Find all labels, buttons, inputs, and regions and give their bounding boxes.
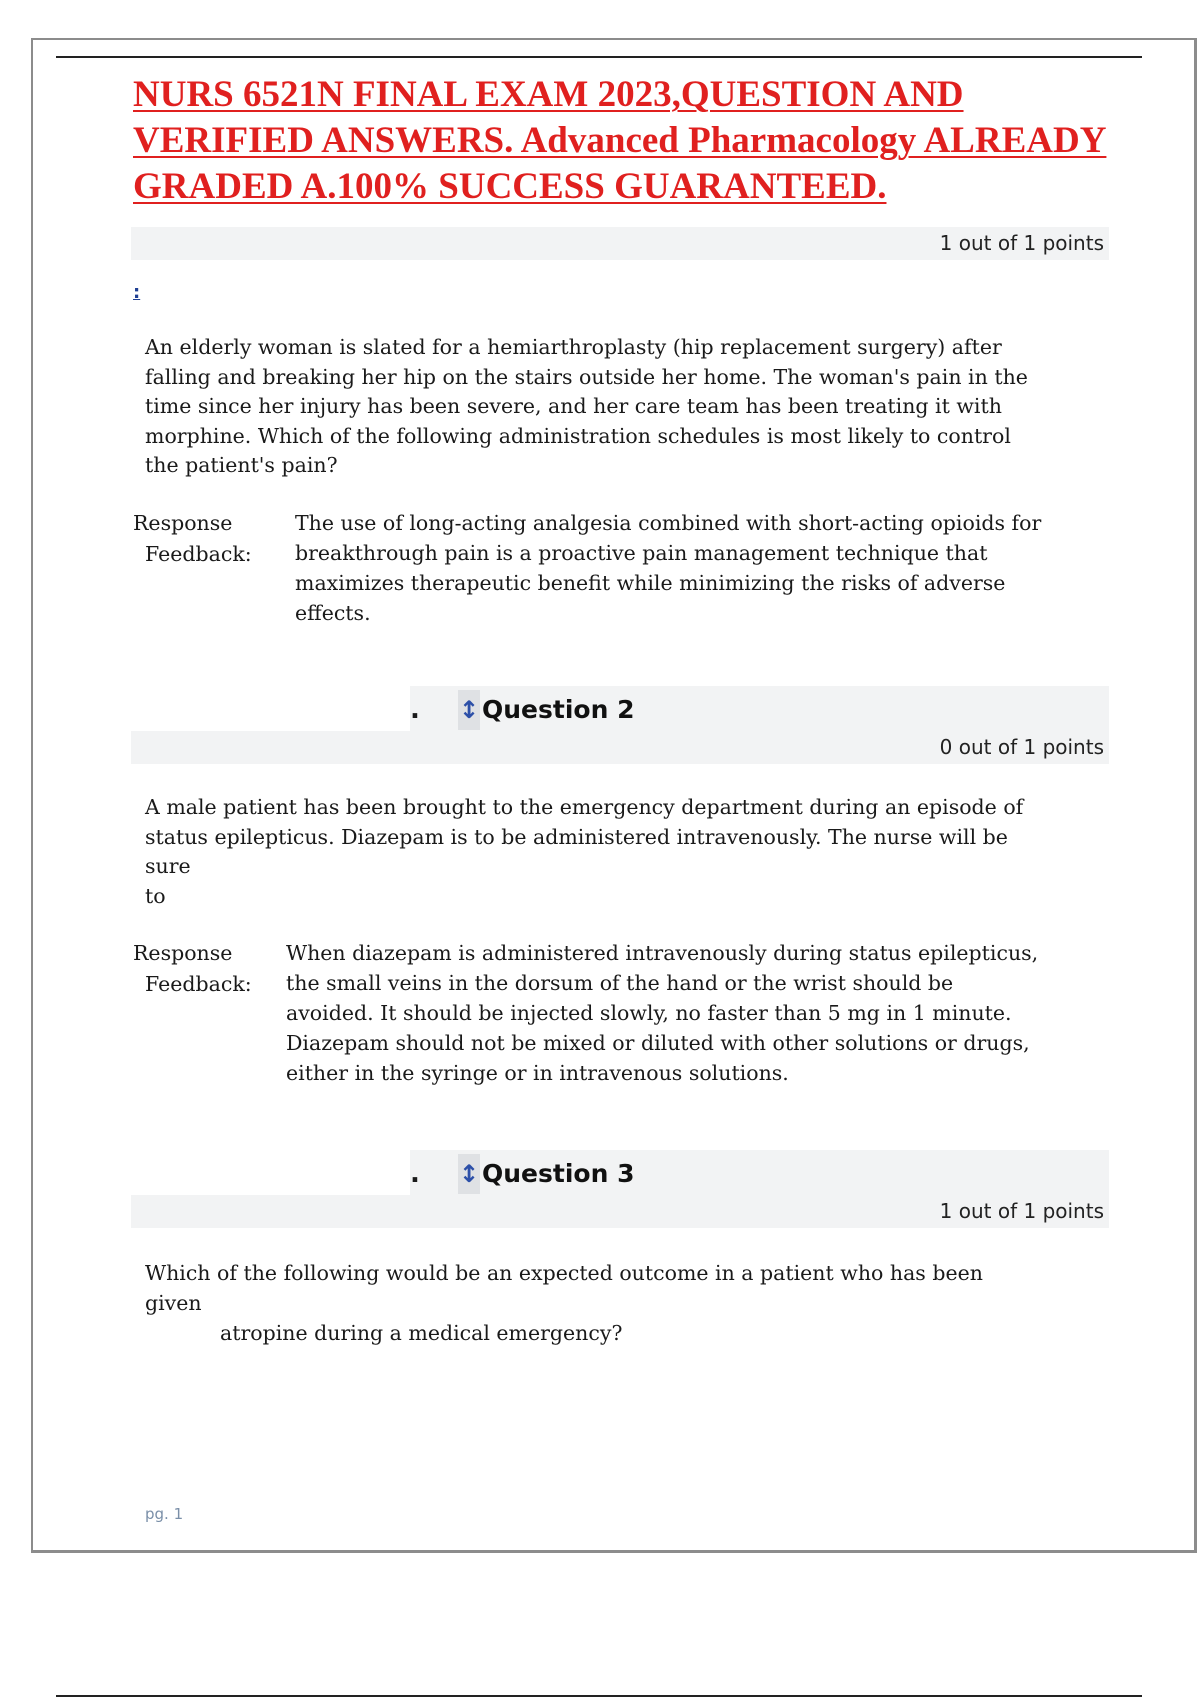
sort-arrows-icon[interactable]: ↕ [458,690,480,730]
response-label: Response [133,511,233,535]
question-text: An elderly woman is slated for a hemiarthroplasty (hip replacement surgery) after falling and breaking her hip on the stairs outside her home. The woman's pain in the time since her injury has been severe, and her care team has been treating it with morphine. Which of the following administration schedules is most likely to control the patient's pain? [145,335,1028,477]
response-label: Response [133,941,233,965]
header-rule [56,56,1142,58]
feedback-text: When diazepam is administered intravenously during status epilepticus, the small veins in the dorsum of the hand or the wrist should be avoided. It should be injected slowly, no faster than 5 mg in 1 minute. Diazepam should not be mixed or diluted with other solutions or drugs, either in the syringe or in intravenous solutions. [286,941,1039,1085]
question-header [410,1150,634,1197]
bullet-dot: . [410,694,420,725]
question-header [410,686,634,733]
question-text [145,1258,1045,1348]
points-score: 1 out of 1 points [939,1199,1104,1223]
feedback-label: Feedback: [145,542,252,566]
footer-rule [56,1695,1142,1697]
feedback-text: The use of long-acting analgesia combined with short-acting opioids for breakthrough pain is a proactive pain management technique that maximizes therapeutic benefit while minimizing the risks of adverse effects. [295,511,1042,625]
question-text-line: Which of the following would be an expected outcome in a patient who has been given [145,1261,983,1315]
page-number: pg. 1 [145,1505,184,1523]
question-heading: Question 3 [482,1159,635,1188]
points-score: 1 out of 1 points [939,231,1104,255]
bullet-dot: . [410,1158,420,1189]
question-text: A male patient has been brought to the emergency department during an episode of status epilepticus. Diazepam is to be administered intravenously. The nurse will be sure to [145,795,1024,908]
question-text-line: atropine during a medical emergency? [220,1321,623,1345]
question-anchor-mark[interactable]: : [133,282,141,303]
response-feedback-label [133,508,252,570]
document-title: NURS 6521N FINAL EXAM 2023,QUESTION AND VERIFIED ANSWERS. Advanced Pharmacology ALREADY GRADED A.100% SUCCESS GUARANTEED. [133,74,1107,207]
question-heading: Question 2 [482,695,635,724]
sort-arrows-icon[interactable]: ↕ [458,1154,480,1194]
response-feedback-label [133,938,252,1000]
feedback-label: Feedback: [145,972,252,996]
points-score: 0 out of 1 points [939,735,1104,759]
